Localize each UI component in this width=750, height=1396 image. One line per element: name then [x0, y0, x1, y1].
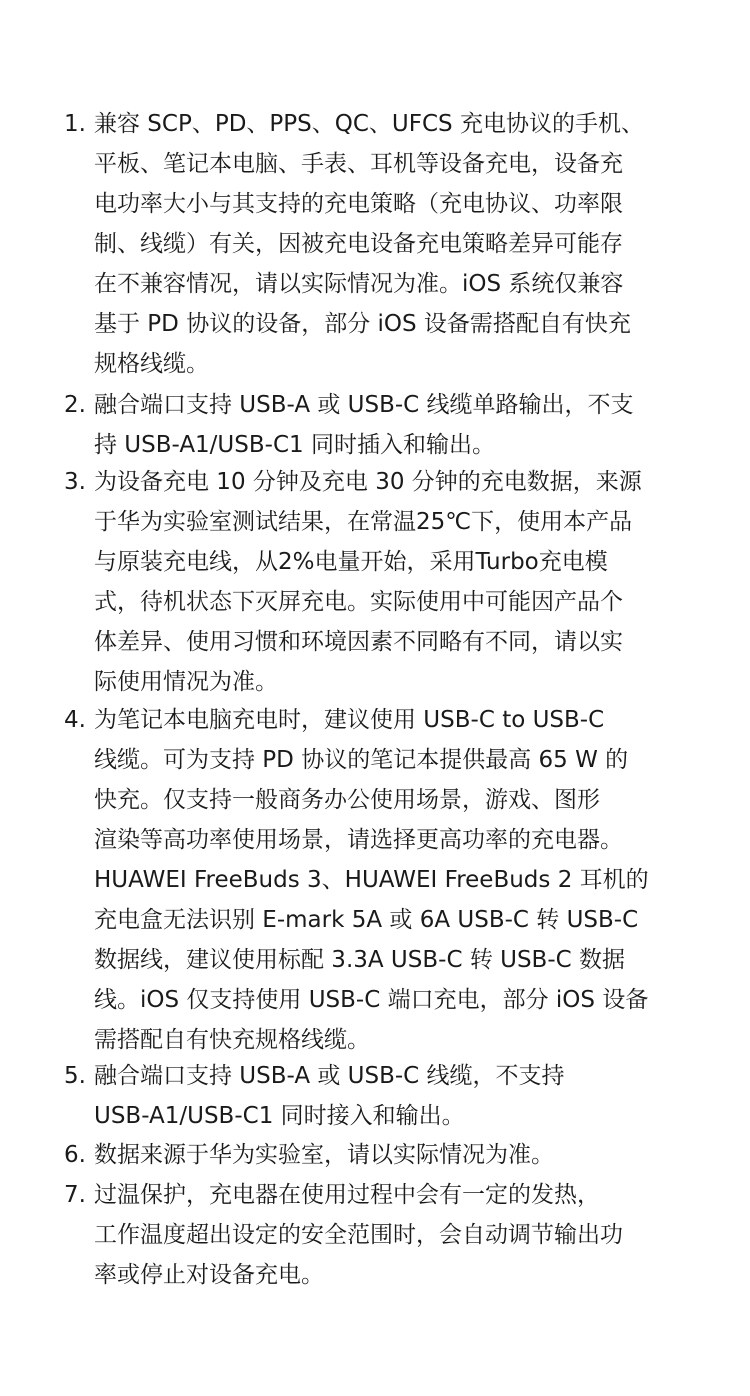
note-number: 5. — [64, 1063, 86, 1089]
note-line: 工作温度超出设定的安全范围时，会自动调节输出功 — [94, 1222, 623, 1248]
note-number: 1. — [64, 111, 86, 137]
note-number: 2. — [64, 392, 86, 418]
note-item-5 — [64, 1056, 704, 1136]
note-line: 际使用情况为准。 — [94, 669, 278, 695]
note-line: 数据来源于华为实验室，请以实际情况为准。 — [94, 1142, 554, 1168]
note-line: 平板、笔记本电脑、手表、耳机等设备充电，设备充 — [94, 151, 623, 177]
note-line: 融合端口支持 USB-A 或 USB-C 线缆单路输出，不支 — [94, 392, 634, 418]
note-line: 与原装充电线，从2%电量开始，采用Turbo充电模 — [94, 549, 608, 575]
note-line: 体差异、使用习惯和环境因素不同略有不同，请以实 — [94, 629, 623, 655]
note-item-4 — [64, 700, 704, 1060]
note-item-3 — [64, 462, 704, 702]
note-line: 兼容 SCP、PD、PPS、QC、UFCS 充电协议的手机、 — [94, 111, 644, 137]
note-item-6 — [64, 1135, 704, 1175]
note-line: 制、线缆）有关，因被充电设备充电策略差异可能存 — [94, 231, 623, 257]
note-item-2 — [64, 385, 704, 465]
note-number: 6. — [64, 1142, 86, 1168]
note-number: 3. — [64, 469, 86, 495]
note-line: 过温保护，充电器在使用过程中会有一定的发热， — [94, 1182, 600, 1208]
note-item-7 — [64, 1175, 704, 1295]
note-number: 7. — [64, 1182, 86, 1208]
note-line: 基于 PD 协议的设备，部分 iOS 设备需搭配自有快充 — [94, 311, 631, 337]
note-line: 充电盒无法识别 E-mark 5A 或 6A USB-C 转 USB-C — [94, 907, 639, 933]
note-line: 在不兼容情况，请以实际情况为准。iOS 系统仅兼容 — [94, 271, 624, 297]
note-line: 率或停止对设备充电。 — [94, 1262, 324, 1288]
note-line: 融合端口支持 USB-A 或 USB-C 线缆，不支持 — [94, 1063, 565, 1089]
note-line: 线。iOS 仅支持使用 USB-C 端口充电，部分 iOS 设备 — [94, 987, 649, 1013]
note-line: HUAWEI FreeBuds 3、HUAWEI FreeBuds 2 耳机的 — [94, 867, 649, 893]
note-line: 电功率大小与其支持的充电策略（充电协议、功率限 — [94, 191, 623, 217]
note-item-1 — [64, 104, 704, 384]
note-line: 持 USB-A1/USB-C1 同时插入和输出。 — [94, 432, 495, 458]
note-line: 数据线，建议使用标配 3.3A USB-C 转 USB-C 数据 — [94, 947, 626, 973]
note-line: 线缆。可为支持 PD 协议的笔记本提供最高 65 W 的 — [94, 747, 629, 773]
note-line: USB-A1/USB-C1 同时接入和输出。 — [94, 1103, 465, 1129]
note-number: 4. — [64, 707, 86, 733]
note-line: 渲染等高功率使用场景，请选择更高功率的充电器。 — [94, 827, 623, 853]
note-line: 快充。仅支持一般商务办公使用场景，游戏、图形 — [94, 787, 600, 813]
note-line: 为笔记本电脑充电时，建议使用 USB-C to USB-C — [94, 707, 605, 733]
note-line: 规格线缆。 — [94, 351, 209, 377]
note-line: 需搭配自有快充规格线缆。 — [94, 1027, 370, 1053]
note-line: 于华为实验室测试结果，在常温25℃下，使用本产品 — [94, 509, 633, 535]
note-line: 为设备充电 10 分钟及充电 30 分钟的充电数据，来源 — [94, 469, 642, 495]
note-line: 式，待机状态下灭屏充电。实际使用中可能因产品个 — [94, 589, 623, 615]
